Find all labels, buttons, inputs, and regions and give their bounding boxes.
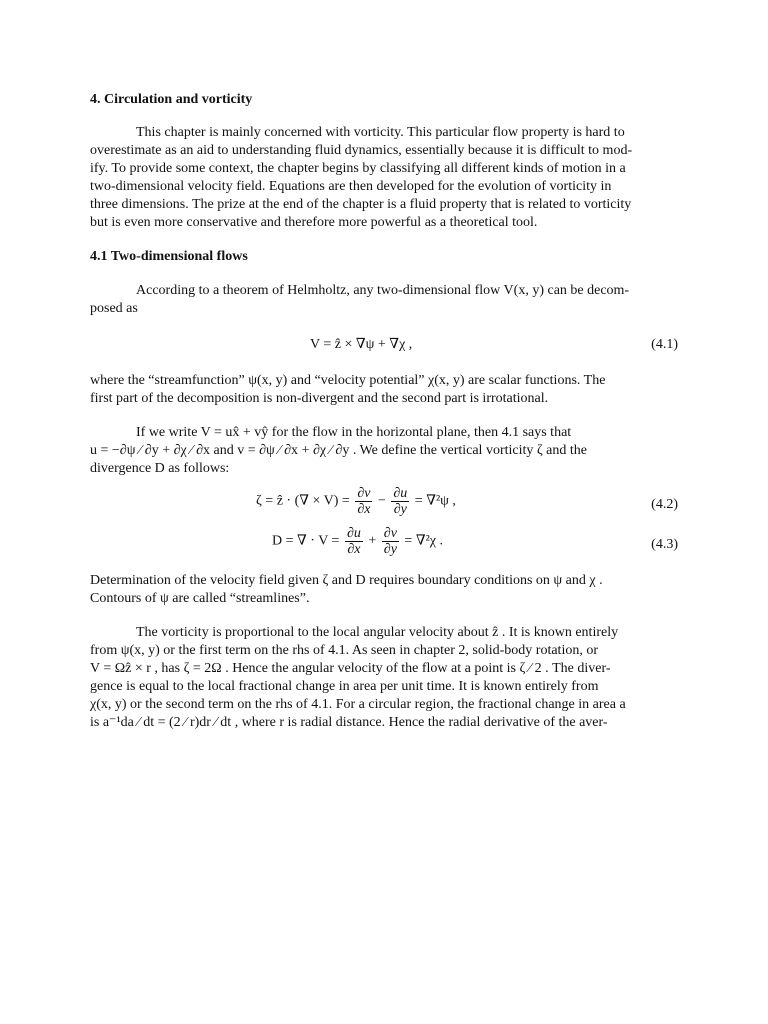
definition-line: u = −∂ψ ⁄ ∂y + ∂χ ⁄ ∂x and v = ∂ψ ⁄ ∂x + ∂χ ⁄ ∂y . We define the vertical vorticity ζ and the <box>90 443 587 458</box>
equation-number-4-2: (4.2) <box>651 497 678 512</box>
vorticity-line: is a⁻¹da ⁄ dt = (2 ⁄ r)dr ⁄ dt , where r is radial distance. Hence the radial derivative of the aver- <box>90 715 608 730</box>
section-title: 4. Circulation and vorticity <box>90 92 253 107</box>
eq3-plus: + <box>368 533 377 549</box>
vorticity-line: χ(x, y) or the second term on the rhs of 4.1. For a circular region, the fractional change in area a <box>90 697 626 712</box>
streamfunction-line: where the “streamfunction” ψ(x, y) and “velocity potential” χ(x, y) are scalar functions. The <box>90 373 606 388</box>
eq3-frac1-numerator: ∂u <box>346 526 361 541</box>
equation-4-3 <box>272 526 443 557</box>
intro-line: ify. To provide some context, the chapter begins by classifying all different kinds of motion in a <box>90 161 626 176</box>
eq3-fraction-1 <box>345 526 363 557</box>
intro-line: but is even more conservative and therefore more powerful as a theoretical tool. <box>90 215 538 230</box>
eq3-frac2-denominator: ∂y <box>383 542 397 557</box>
eq3-frac1-denominator: ∂x <box>347 542 361 557</box>
vorticity-line: V = Ωẑ × r , has ζ = 2Ω . Hence the angular velocity of the flow at a point is ζ ⁄ 2 . The diver- <box>90 661 611 676</box>
subsection-title: 4.1 Two-dimensional flows <box>90 249 248 264</box>
eq3-fraction-2 <box>382 526 399 557</box>
eq2-fraction-2 <box>391 486 409 517</box>
eq2-frac1-numerator: ∂v <box>357 486 371 501</box>
helmholtz-line: According to a theorem of Helmholtz, any two-dimensional flow V(x, y) can be decom- <box>136 283 630 298</box>
eq3-right: = ∇²χ . <box>404 533 444 549</box>
intro-line: This chapter is mainly concerned with vorticity. This particular flow property is hard to <box>136 125 625 140</box>
helmholtz-line: posed as <box>90 301 138 316</box>
intro-line: three dimensions. The prize at the end of the chapter is a fluid property that is related to vorticity <box>90 197 632 212</box>
determination-line: Determination of the velocity field given ζ and D requires boundary conditions on ψ and χ . <box>90 573 603 588</box>
eq3-frac2-numerator: ∂v <box>383 526 397 541</box>
vorticity-line: gence is equal to the local fractional change in area per unit time. It is known entirely from <box>90 679 599 694</box>
eq2-frac2-numerator: ∂u <box>393 486 408 501</box>
equation-4-2 <box>256 486 456 517</box>
eq2-minus: − <box>377 493 386 509</box>
streamfunction-line: first part of the decomposition is non-divergent and the second part is irrotational. <box>90 391 549 406</box>
vorticity-line: The vorticity is proportional to the local angular velocity about ẑ . It is known entirely <box>136 625 619 640</box>
equation-4-1: V = ẑ × ∇ψ + ∇χ , <box>310 337 413 352</box>
eq2-frac2-denominator: ∂y <box>393 502 407 517</box>
intro-line: overestimate as an aid to understanding fluid dynamics, essentially because it is difficult to mod- <box>90 143 633 158</box>
intro-line: two-dimensional velocity field. Equations are then developed for the evolution of vorticity in <box>90 179 612 194</box>
eq2-fraction-1 <box>355 486 372 517</box>
equation-number-4-3: (4.3) <box>651 537 678 552</box>
definition-line: If we write V = ux̂ + vŷ for the flow in the horizontal plane, then 4.1 says that <box>136 425 572 440</box>
eq3-left: D = ∇ · V = <box>272 533 340 549</box>
equation-number-4-1: (4.1) <box>651 337 678 352</box>
determination-line: Contours of ψ are called “streamlines”. <box>90 591 310 606</box>
vorticity-line: from ψ(x, y) or the first term on the rhs of 4.1. As seen in chapter 2, solid-body rotation, or <box>90 643 598 658</box>
eq2-right: = ∇²ψ , <box>414 493 456 509</box>
eq2-frac1-denominator: ∂x <box>357 502 371 517</box>
definition-line: divergence D as follows: <box>90 461 230 476</box>
eq2-left: ζ = ẑ · (∇ × V) = <box>256 493 350 509</box>
